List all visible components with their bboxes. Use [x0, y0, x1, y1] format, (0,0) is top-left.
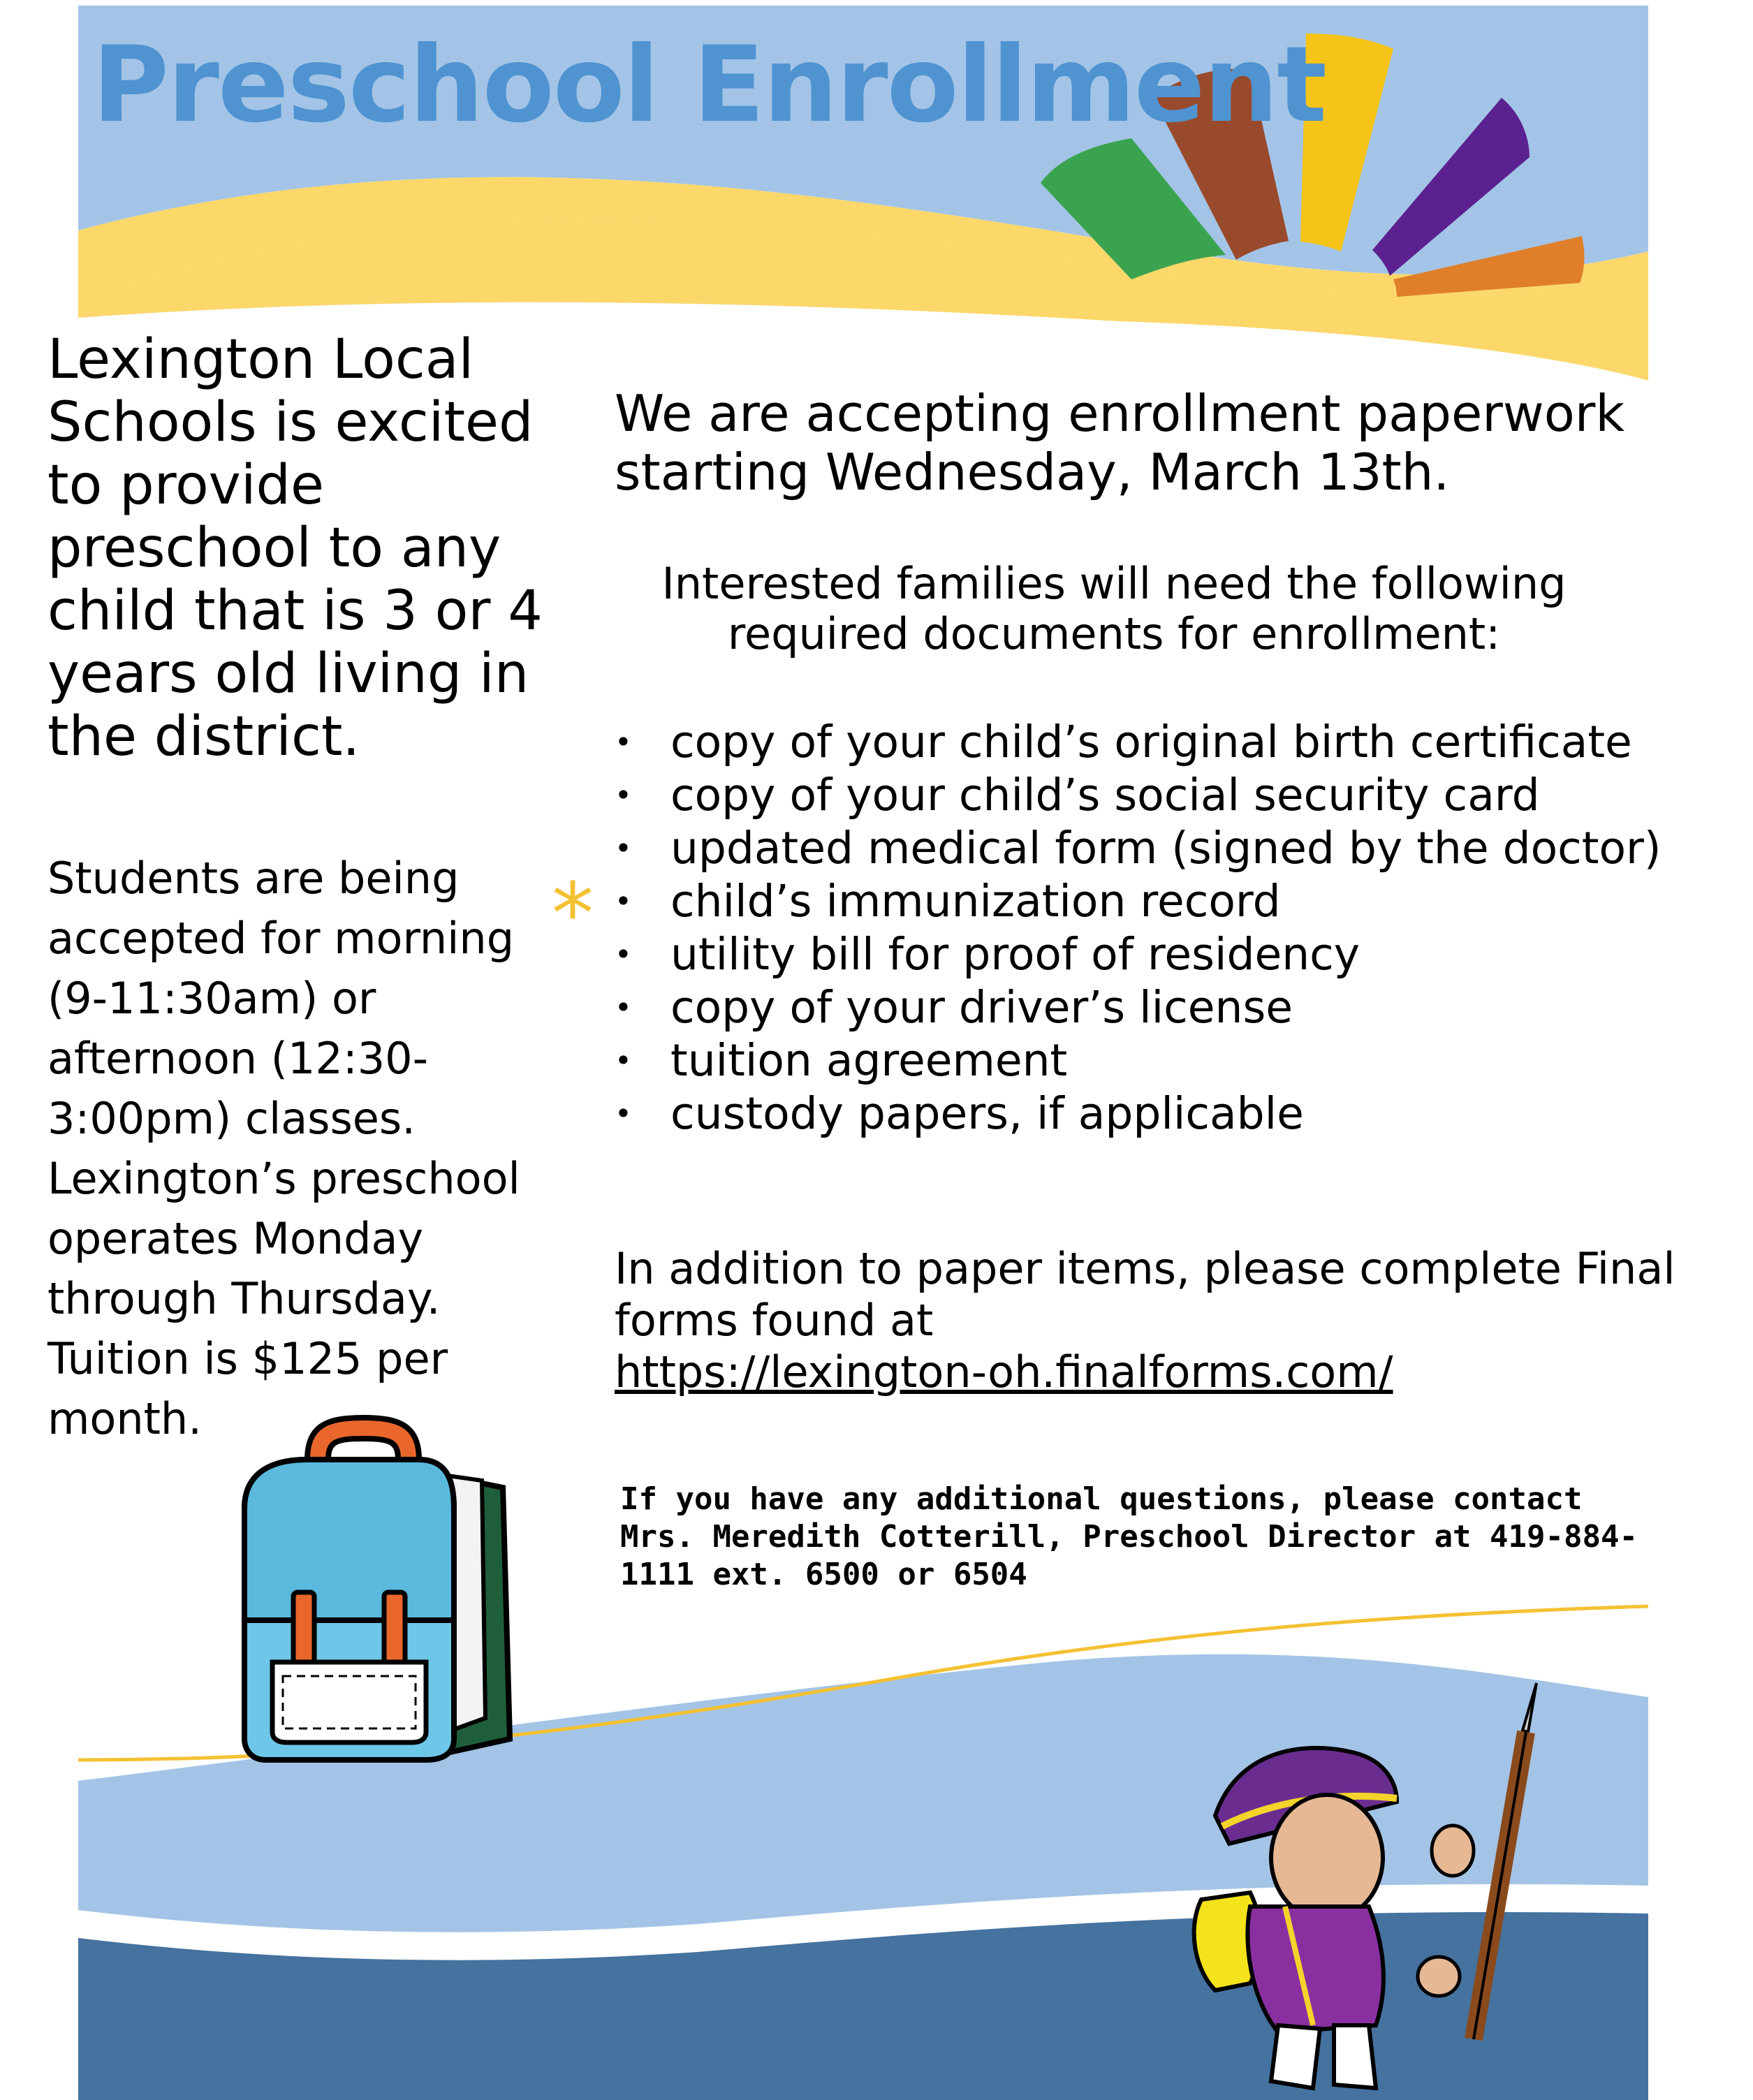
final-forms-link[interactable]: https://lexington-oh.finalforms.com/ [615, 1346, 1393, 1397]
contact-info: If you have any additional questions, please contact Mrs. Meredith Cotterill, Preschool Director at 419-884-1111 ext. 6500 or 6504 [620, 1481, 1638, 1592]
list-item: • updated medical form (signed by the doctor) [615, 822, 1704, 875]
list-item: • tuition agreement [615, 1034, 1704, 1087]
list-item: • copy of your driver’s license [615, 981, 1704, 1034]
backpack-illustration [223, 1411, 517, 1774]
required-documents-list [615, 716, 1704, 1140]
intro-paragraph: Lexington Local Schools is excited to provide preschool to any child that is 3 or 4 years old living in the district. [47, 328, 543, 768]
list-item: • copy of your child’s social security card [615, 769, 1704, 822]
list-item: • child’s immunization record [615, 875, 1704, 928]
list-item: • custody papers, if applicable [615, 1087, 1704, 1140]
documents-intro: Interested families will need the following required documents for enrollment: [661, 558, 1567, 659]
page-title: Preschool Enrollment [92, 24, 1326, 146]
colonial-soldier-mascot [1145, 1676, 1578, 2095]
enrollment-start-text: We are accepting enrollment paperwork starting Wednesday, March 13th. [615, 384, 1625, 501]
asterisk-icon: * [552, 866, 594, 963]
list-item: • copy of your child’s original birth certificate [615, 716, 1704, 769]
list-item: • utility bill for proof of residency [615, 928, 1704, 981]
final-forms-paragraph [615, 1243, 1704, 1398]
final-forms-text: In addition to paper items, please complete Final forms found at [615, 1243, 1675, 1346]
classes-paragraph: Students are being accepted for morning (9-11:30am) or afternoon (12:30-3:00pm) classes. Lexington’s preschool operates Monday through Thursday. Tuition is $125 per month. [47, 853, 520, 1444]
